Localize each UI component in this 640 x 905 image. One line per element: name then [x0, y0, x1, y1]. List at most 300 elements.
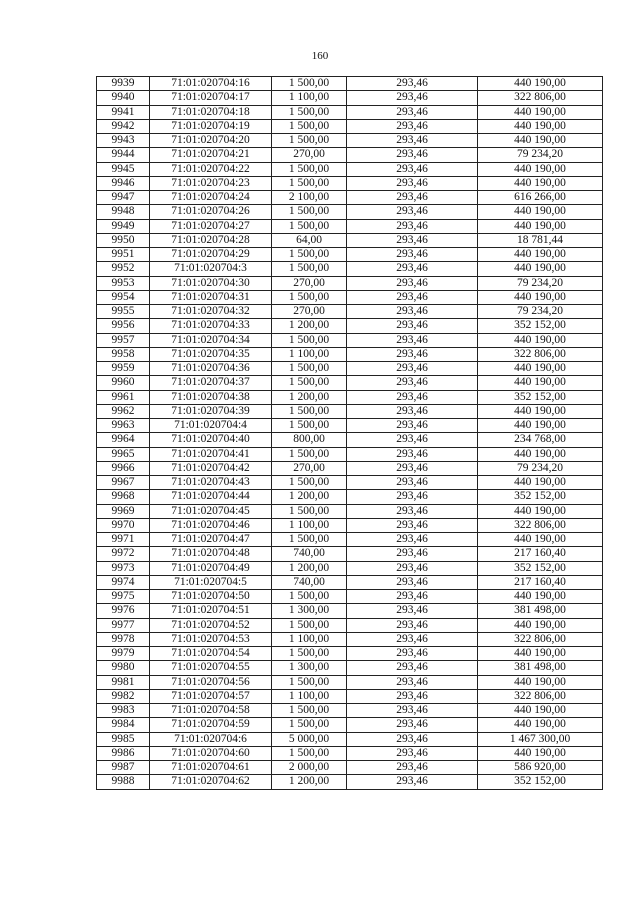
cadastral-number-cell: 71:01:020704:43	[150, 476, 272, 490]
value-cell: 440 190,00	[478, 675, 603, 689]
cadastral-number-cell: 71:01:020704:16	[150, 77, 272, 91]
row-number-cell: 9980	[97, 661, 150, 675]
row-number-cell: 9972	[97, 547, 150, 561]
area-cell: 1 500,00	[272, 504, 347, 518]
rate-cell: 293,46	[347, 590, 478, 604]
rate-cell: 293,46	[347, 761, 478, 775]
value-cell: 1 467 300,00	[478, 732, 603, 746]
row-number-cell: 9974	[97, 575, 150, 589]
rate-cell: 293,46	[347, 248, 478, 262]
area-cell: 1 200,00	[272, 319, 347, 333]
area-cell: 1 500,00	[272, 718, 347, 732]
rate-cell: 293,46	[347, 105, 478, 119]
table-row	[97, 575, 603, 589]
rate-cell: 293,46	[347, 704, 478, 718]
value-cell: 440 190,00	[478, 333, 603, 347]
row-number-cell: 9962	[97, 404, 150, 418]
rate-cell: 293,46	[347, 319, 478, 333]
rate-cell: 293,46	[347, 347, 478, 361]
rate-cell: 293,46	[347, 233, 478, 247]
area-cell: 1 500,00	[272, 746, 347, 760]
value-cell: 440 190,00	[478, 176, 603, 190]
table-body	[97, 77, 603, 790]
row-number-cell: 9975	[97, 590, 150, 604]
table-row	[97, 718, 603, 732]
cadastral-number-cell: 71:01:020704:44	[150, 490, 272, 504]
value-cell: 440 190,00	[478, 119, 603, 133]
row-number-cell: 9966	[97, 461, 150, 475]
table-row	[97, 618, 603, 632]
cadastral-number-cell: 71:01:020704:40	[150, 433, 272, 447]
value-cell: 586 920,00	[478, 761, 603, 775]
table-row	[97, 362, 603, 376]
row-number-cell: 9942	[97, 119, 150, 133]
area-cell: 1 500,00	[272, 675, 347, 689]
row-number-cell: 9948	[97, 205, 150, 219]
row-number-cell: 9952	[97, 262, 150, 276]
rate-cell: 293,46	[347, 675, 478, 689]
value-cell: 440 190,00	[478, 504, 603, 518]
area-cell: 1 100,00	[272, 347, 347, 361]
table-row	[97, 77, 603, 91]
cadastral-number-cell: 71:01:020704:37	[150, 376, 272, 390]
value-cell: 352 152,00	[478, 319, 603, 333]
row-number-cell: 9960	[97, 376, 150, 390]
row-number-cell: 9969	[97, 504, 150, 518]
value-cell: 440 190,00	[478, 618, 603, 632]
cadastral-number-cell: 71:01:020704:41	[150, 447, 272, 461]
value-cell: 440 190,00	[478, 419, 603, 433]
value-cell: 381 498,00	[478, 604, 603, 618]
rate-cell: 293,46	[347, 91, 478, 105]
table-row	[97, 490, 603, 504]
area-cell: 270,00	[272, 461, 347, 475]
row-number-cell: 9982	[97, 689, 150, 703]
table-row	[97, 91, 603, 105]
cadastral-number-cell: 71:01:020704:38	[150, 390, 272, 404]
value-cell: 217 160,40	[478, 547, 603, 561]
table-row	[97, 461, 603, 475]
area-cell: 1 500,00	[272, 590, 347, 604]
table-row	[97, 561, 603, 575]
table-row	[97, 761, 603, 775]
value-cell: 440 190,00	[478, 376, 603, 390]
cadastral-number-cell: 71:01:020704:47	[150, 533, 272, 547]
row-number-cell: 9971	[97, 533, 150, 547]
rate-cell: 293,46	[347, 504, 478, 518]
row-number-cell: 9959	[97, 362, 150, 376]
value-cell: 440 190,00	[478, 248, 603, 262]
cadastral-number-cell: 71:01:020704:54	[150, 647, 272, 661]
row-number-cell: 9955	[97, 305, 150, 319]
table-row	[97, 661, 603, 675]
row-number-cell: 9963	[97, 419, 150, 433]
cadastral-number-cell: 71:01:020704:27	[150, 219, 272, 233]
rate-cell: 293,46	[347, 219, 478, 233]
rate-cell: 293,46	[347, 575, 478, 589]
cadastral-number-cell: 71:01:020704:62	[150, 775, 272, 789]
row-number-cell: 9940	[97, 91, 150, 105]
row-number-cell: 9978	[97, 632, 150, 646]
value-cell: 616 266,00	[478, 191, 603, 205]
area-cell: 1 500,00	[272, 105, 347, 119]
table-row	[97, 732, 603, 746]
table-row	[97, 219, 603, 233]
cadastral-number-cell: 71:01:020704:55	[150, 661, 272, 675]
area-cell: 1 500,00	[272, 162, 347, 176]
value-cell: 440 190,00	[478, 704, 603, 718]
row-number-cell: 9965	[97, 447, 150, 461]
rate-cell: 293,46	[347, 77, 478, 91]
value-cell: 440 190,00	[478, 447, 603, 461]
cadastral-number-cell: 71:01:020704:18	[150, 105, 272, 119]
row-number-cell: 9950	[97, 233, 150, 247]
cadastral-number-cell: 71:01:020704:22	[150, 162, 272, 176]
table-row	[97, 319, 603, 333]
cadastral-number-cell: 71:01:020704:4	[150, 419, 272, 433]
cadastral-number-cell: 71:01:020704:58	[150, 704, 272, 718]
area-cell: 1 500,00	[272, 77, 347, 91]
area-cell: 1 200,00	[272, 561, 347, 575]
table-row	[97, 647, 603, 661]
cadastral-number-cell: 71:01:020704:23	[150, 176, 272, 190]
cadastral-number-cell: 71:01:020704:6	[150, 732, 272, 746]
cadastral-number-cell: 71:01:020704:30	[150, 276, 272, 290]
value-cell: 440 190,00	[478, 105, 603, 119]
area-cell: 1 500,00	[272, 119, 347, 133]
table-row	[97, 775, 603, 789]
rate-cell: 293,46	[347, 119, 478, 133]
cadastral-number-cell: 71:01:020704:61	[150, 761, 272, 775]
rate-cell: 293,46	[347, 632, 478, 646]
row-number-cell: 9981	[97, 675, 150, 689]
area-cell: 800,00	[272, 433, 347, 447]
row-number-cell: 9947	[97, 191, 150, 205]
row-number-cell: 9954	[97, 290, 150, 304]
data-table	[96, 76, 603, 790]
cadastral-number-cell: 71:01:020704:39	[150, 404, 272, 418]
table-row	[97, 248, 603, 262]
table-row	[97, 746, 603, 760]
area-cell: 2 100,00	[272, 191, 347, 205]
value-cell: 381 498,00	[478, 661, 603, 675]
cadastral-number-cell: 71:01:020704:46	[150, 518, 272, 532]
area-cell: 270,00	[272, 148, 347, 162]
table-row	[97, 148, 603, 162]
value-cell: 440 190,00	[478, 262, 603, 276]
rate-cell: 293,46	[347, 461, 478, 475]
area-cell: 64,00	[272, 233, 347, 247]
table-row	[97, 205, 603, 219]
area-cell: 1 500,00	[272, 647, 347, 661]
table-row	[97, 119, 603, 133]
area-cell: 270,00	[272, 276, 347, 290]
cadastral-number-cell: 71:01:020704:33	[150, 319, 272, 333]
row-number-cell: 9979	[97, 647, 150, 661]
table-row	[97, 105, 603, 119]
value-cell: 440 190,00	[478, 134, 603, 148]
cadastral-number-cell: 71:01:020704:20	[150, 134, 272, 148]
area-cell: 5 000,00	[272, 732, 347, 746]
value-cell: 440 190,00	[478, 647, 603, 661]
area-cell: 1 500,00	[272, 618, 347, 632]
rate-cell: 293,46	[347, 419, 478, 433]
rate-cell: 293,46	[347, 362, 478, 376]
cadastral-number-cell: 71:01:020704:56	[150, 675, 272, 689]
area-cell: 1 500,00	[272, 419, 347, 433]
table-row	[97, 518, 603, 532]
cadastral-number-cell: 71:01:020704:49	[150, 561, 272, 575]
cadastral-number-cell: 71:01:020704:5	[150, 575, 272, 589]
value-cell: 18 781,44	[478, 233, 603, 247]
rate-cell: 293,46	[347, 262, 478, 276]
rate-cell: 293,46	[347, 476, 478, 490]
row-number-cell: 9941	[97, 105, 150, 119]
row-number-cell: 9976	[97, 604, 150, 618]
area-cell: 1 100,00	[272, 689, 347, 703]
value-cell: 440 190,00	[478, 205, 603, 219]
cadastral-number-cell: 71:01:020704:59	[150, 718, 272, 732]
row-number-cell: 9983	[97, 704, 150, 718]
area-cell: 1 100,00	[272, 632, 347, 646]
row-number-cell: 9958	[97, 347, 150, 361]
area-cell: 1 500,00	[272, 262, 347, 276]
rate-cell: 293,46	[347, 718, 478, 732]
rate-cell: 293,46	[347, 333, 478, 347]
area-cell: 1 500,00	[272, 290, 347, 304]
row-number-cell: 9939	[97, 77, 150, 91]
table-row	[97, 305, 603, 319]
row-number-cell: 9956	[97, 319, 150, 333]
row-number-cell: 9944	[97, 148, 150, 162]
row-number-cell: 9957	[97, 333, 150, 347]
row-number-cell: 9961	[97, 390, 150, 404]
area-cell: 1 100,00	[272, 518, 347, 532]
area-cell: 1 500,00	[272, 476, 347, 490]
area-cell: 1 300,00	[272, 661, 347, 675]
table-row	[97, 290, 603, 304]
value-cell: 440 190,00	[478, 162, 603, 176]
row-number-cell: 9985	[97, 732, 150, 746]
value-cell: 440 190,00	[478, 590, 603, 604]
row-number-cell: 9968	[97, 490, 150, 504]
table-row	[97, 419, 603, 433]
value-cell: 79 234,20	[478, 305, 603, 319]
value-cell: 234 768,00	[478, 433, 603, 447]
area-cell: 1 200,00	[272, 490, 347, 504]
table-row	[97, 276, 603, 290]
value-cell: 352 152,00	[478, 775, 603, 789]
row-number-cell: 9988	[97, 775, 150, 789]
area-cell: 1 500,00	[272, 533, 347, 547]
cadastral-number-cell: 71:01:020704:53	[150, 632, 272, 646]
table-row	[97, 704, 603, 718]
area-cell: 1 100,00	[272, 91, 347, 105]
page-number: 160	[311, 50, 329, 62]
area-cell: 1 500,00	[272, 704, 347, 718]
table-row	[97, 233, 603, 247]
cadastral-number-cell: 71:01:020704:28	[150, 233, 272, 247]
value-cell: 79 234,20	[478, 148, 603, 162]
value-cell: 440 190,00	[478, 746, 603, 760]
value-cell: 440 190,00	[478, 404, 603, 418]
value-cell: 440 190,00	[478, 219, 603, 233]
rate-cell: 293,46	[347, 518, 478, 532]
rate-cell: 293,46	[347, 404, 478, 418]
rate-cell: 293,46	[347, 191, 478, 205]
cadastral-number-cell: 71:01:020704:57	[150, 689, 272, 703]
value-cell: 322 806,00	[478, 518, 603, 532]
rate-cell: 293,46	[347, 689, 478, 703]
area-cell: 740,00	[272, 547, 347, 561]
value-cell: 79 234,20	[478, 276, 603, 290]
rate-cell: 293,46	[347, 390, 478, 404]
rate-cell: 293,46	[347, 604, 478, 618]
row-number-cell: 9951	[97, 248, 150, 262]
area-cell: 270,00	[272, 305, 347, 319]
value-cell: 217 160,40	[478, 575, 603, 589]
table-row	[97, 134, 603, 148]
value-cell: 352 152,00	[478, 390, 603, 404]
area-cell: 1 500,00	[272, 404, 347, 418]
rate-cell: 293,46	[347, 547, 478, 561]
cadastral-number-cell: 71:01:020704:26	[150, 205, 272, 219]
cadastral-number-cell: 71:01:020704:52	[150, 618, 272, 632]
table-row	[97, 376, 603, 390]
table-row	[97, 675, 603, 689]
rate-cell: 293,46	[347, 447, 478, 461]
table-row	[97, 162, 603, 176]
table-row	[97, 433, 603, 447]
table-row	[97, 533, 603, 547]
rate-cell: 293,46	[347, 533, 478, 547]
area-cell: 1 500,00	[272, 447, 347, 461]
table-row	[97, 590, 603, 604]
cadastral-number-cell: 71:01:020704:50	[150, 590, 272, 604]
cadastral-number-cell: 71:01:020704:36	[150, 362, 272, 376]
cadastral-number-cell: 71:01:020704:31	[150, 290, 272, 304]
table-row	[97, 347, 603, 361]
row-number-cell: 9943	[97, 134, 150, 148]
value-cell: 440 190,00	[478, 476, 603, 490]
table-row	[97, 547, 603, 561]
cadastral-number-cell: 71:01:020704:35	[150, 347, 272, 361]
rate-cell: 293,46	[347, 775, 478, 789]
cadastral-number-cell: 71:01:020704:29	[150, 248, 272, 262]
area-cell: 1 500,00	[272, 219, 347, 233]
row-number-cell: 9984	[97, 718, 150, 732]
value-cell: 322 806,00	[478, 91, 603, 105]
table-row	[97, 447, 603, 461]
area-cell: 1 500,00	[272, 333, 347, 347]
table-row	[97, 262, 603, 276]
table-row	[97, 476, 603, 490]
rate-cell: 293,46	[347, 376, 478, 390]
value-cell: 440 190,00	[478, 718, 603, 732]
area-cell: 1 300,00	[272, 604, 347, 618]
rate-cell: 293,46	[347, 290, 478, 304]
area-cell: 1 500,00	[272, 248, 347, 262]
row-number-cell: 9977	[97, 618, 150, 632]
rate-cell: 293,46	[347, 276, 478, 290]
rate-cell: 293,46	[347, 618, 478, 632]
rate-cell: 293,46	[347, 134, 478, 148]
rate-cell: 293,46	[347, 148, 478, 162]
cadastral-number-cell: 71:01:020704:42	[150, 461, 272, 475]
rate-cell: 293,46	[347, 561, 478, 575]
rate-cell: 293,46	[347, 746, 478, 760]
value-cell: 79 234,20	[478, 461, 603, 475]
row-number-cell: 9964	[97, 433, 150, 447]
value-cell: 440 190,00	[478, 533, 603, 547]
area-cell: 1 500,00	[272, 134, 347, 148]
rate-cell: 293,46	[347, 647, 478, 661]
row-number-cell: 9986	[97, 746, 150, 760]
table-row	[97, 390, 603, 404]
area-cell: 2 000,00	[272, 761, 347, 775]
cadastral-number-cell: 71:01:020704:19	[150, 119, 272, 133]
table-row	[97, 404, 603, 418]
value-cell: 440 190,00	[478, 362, 603, 376]
row-number-cell: 9987	[97, 761, 150, 775]
row-number-cell: 9949	[97, 219, 150, 233]
row-number-cell: 9970	[97, 518, 150, 532]
rate-cell: 293,46	[347, 661, 478, 675]
rate-cell: 293,46	[347, 732, 478, 746]
rate-cell: 293,46	[347, 176, 478, 190]
cadastral-number-cell: 71:01:020704:32	[150, 305, 272, 319]
area-cell: 1 500,00	[272, 205, 347, 219]
value-cell: 440 190,00	[478, 290, 603, 304]
value-cell: 352 152,00	[478, 561, 603, 575]
value-cell: 322 806,00	[478, 689, 603, 703]
table-row	[97, 689, 603, 703]
rate-cell: 293,46	[347, 433, 478, 447]
table-row	[97, 632, 603, 646]
row-number-cell: 9967	[97, 476, 150, 490]
row-number-cell: 9945	[97, 162, 150, 176]
cadastral-number-cell: 71:01:020704:34	[150, 333, 272, 347]
table-row	[97, 333, 603, 347]
value-cell: 440 190,00	[478, 77, 603, 91]
table-row	[97, 176, 603, 190]
row-number-cell: 9946	[97, 176, 150, 190]
cadastral-number-cell: 71:01:020704:24	[150, 191, 272, 205]
rate-cell: 293,46	[347, 490, 478, 504]
row-number-cell: 9953	[97, 276, 150, 290]
area-cell: 1 200,00	[272, 775, 347, 789]
cadastral-number-cell: 71:01:020704:3	[150, 262, 272, 276]
area-cell: 1 500,00	[272, 176, 347, 190]
area-cell: 1 500,00	[272, 362, 347, 376]
rate-cell: 293,46	[347, 162, 478, 176]
cadastral-number-cell: 71:01:020704:51	[150, 604, 272, 618]
rate-cell: 293,46	[347, 305, 478, 319]
cadastral-number-cell: 71:01:020704:17	[150, 91, 272, 105]
cadastral-number-cell: 71:01:020704:21	[150, 148, 272, 162]
area-cell: 740,00	[272, 575, 347, 589]
table-row	[97, 191, 603, 205]
cadastral-number-cell: 71:01:020704:45	[150, 504, 272, 518]
area-cell: 1 200,00	[272, 390, 347, 404]
rate-cell: 293,46	[347, 205, 478, 219]
value-cell: 322 806,00	[478, 632, 603, 646]
cadastral-number-cell: 71:01:020704:60	[150, 746, 272, 760]
value-cell: 322 806,00	[478, 347, 603, 361]
table-row	[97, 504, 603, 518]
row-number-cell: 9973	[97, 561, 150, 575]
area-cell: 1 500,00	[272, 376, 347, 390]
